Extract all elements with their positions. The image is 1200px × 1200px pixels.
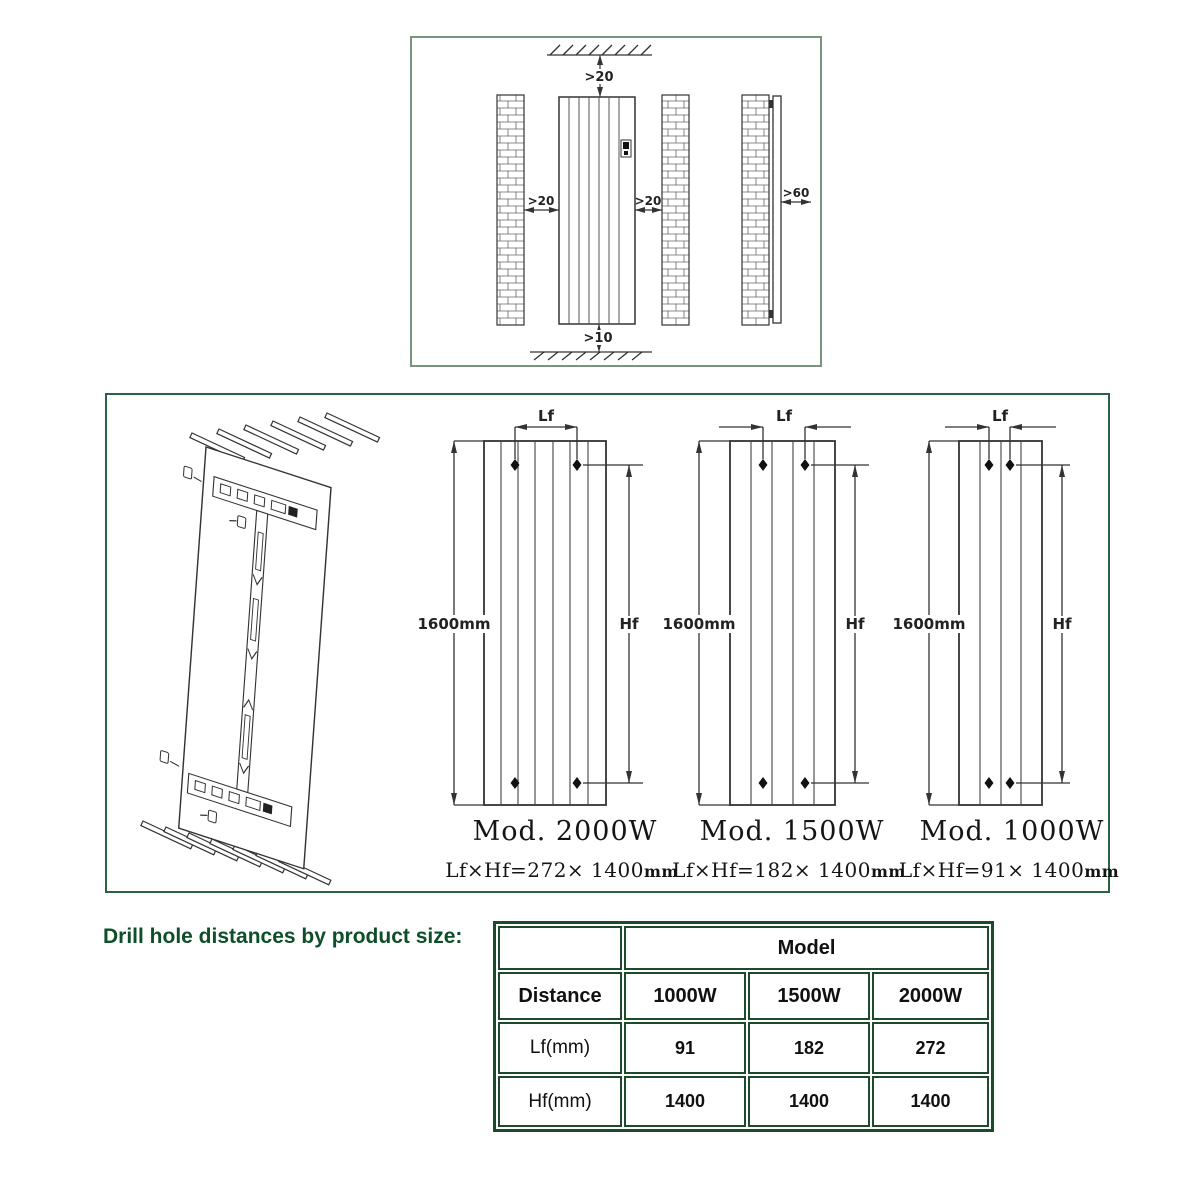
model-formula-1000w (884, 858, 1134, 882)
hf-label: Hf (845, 615, 865, 633)
diagram-1000w (892, 407, 1076, 805)
lf-label: Lf (991, 407, 1009, 425)
hf-value-1000w: 1400 (624, 1076, 746, 1127)
lf-value-1500w: 182 (748, 1022, 870, 1074)
drill-hole-note: Drill hole distances by product size: (103, 925, 463, 948)
formula-text: Lf×Hf=182× 1400 (672, 858, 871, 882)
height-label: 1600mm (662, 615, 736, 633)
column-header-2000w: 2000W (872, 972, 989, 1020)
height-label: 1600mm (417, 615, 491, 633)
dim-height-1000w (892, 441, 965, 805)
column-header-distance: Distance (498, 972, 622, 1020)
clearance-diagram (412, 38, 820, 365)
formula-text: Lf×Hf=272× 1400 (445, 858, 644, 882)
dim-top-clearance (584, 55, 614, 97)
model-header-cell: Model (624, 926, 989, 970)
model-formula-2000w (437, 858, 687, 882)
ceiling-hatch (547, 45, 652, 55)
clearance-diagram-box (410, 36, 822, 367)
side-wall (742, 95, 769, 325)
dimension-diagrams-box (105, 393, 1120, 893)
dim-left-clearance (524, 194, 559, 213)
lf-value-2000w: 272 (872, 1022, 989, 1074)
mounting-perspective-drawing (141, 413, 380, 885)
hf-label: Hf (619, 615, 639, 633)
dim-side-clearance (781, 186, 811, 205)
hf-label: Hf (1052, 615, 1072, 633)
diagram-1500w (662, 407, 869, 805)
hf-value-1500w: 1400 (748, 1076, 870, 1127)
empty-cell (498, 926, 622, 970)
right-clearance-label: >20 (634, 194, 662, 208)
radiator-side-view (769, 96, 781, 323)
table-row (498, 1022, 989, 1074)
dim-right-clearance (635, 194, 662, 213)
formula-text: Lf×Hf=91× 1400 (898, 858, 1085, 882)
side-clearance-label: >60 (782, 186, 810, 200)
model-caption-1500w: Mod. 1500W (699, 816, 885, 847)
row-label-lf: Lf(mm) (498, 1022, 622, 1074)
hf-value-2000w: 1400 (872, 1076, 989, 1127)
lf-label: Lf (537, 407, 555, 425)
radiator-front-view (559, 97, 635, 324)
height-label: 1600mm (892, 615, 966, 633)
drill-hole-table (493, 921, 994, 1132)
model-formula-1500w (664, 858, 914, 882)
table-row (498, 1076, 989, 1127)
formula-unit: mm (870, 862, 906, 881)
formula-unit: mm (643, 862, 679, 881)
floor-hatch (530, 352, 652, 360)
diagram-2000w (417, 407, 643, 805)
dim-height-1500w (662, 441, 735, 805)
column-header-1000w: 1000W (624, 972, 746, 1020)
model-caption-2000w: Mod. 2000W (472, 816, 658, 847)
bottom-clearance-label: >10 (583, 331, 613, 346)
left-clearance-label: >20 (527, 194, 555, 208)
left-wall (497, 95, 524, 325)
back-panel (156, 440, 331, 869)
lf-label: Lf (775, 407, 793, 425)
top-clearance-label: >20 (584, 70, 614, 85)
formula-unit: mm (1084, 862, 1120, 881)
row-label-hf: Hf(mm) (498, 1076, 622, 1127)
right-wall (662, 95, 689, 325)
dim-bottom-clearance (583, 324, 613, 352)
lf-value-1000w: 91 (624, 1022, 746, 1074)
control-panel (621, 140, 631, 157)
dim-height-2000w (417, 441, 490, 805)
column-header-1500w: 1500W (748, 972, 870, 1020)
model-caption-1000w: Mod. 1000W (919, 816, 1105, 847)
